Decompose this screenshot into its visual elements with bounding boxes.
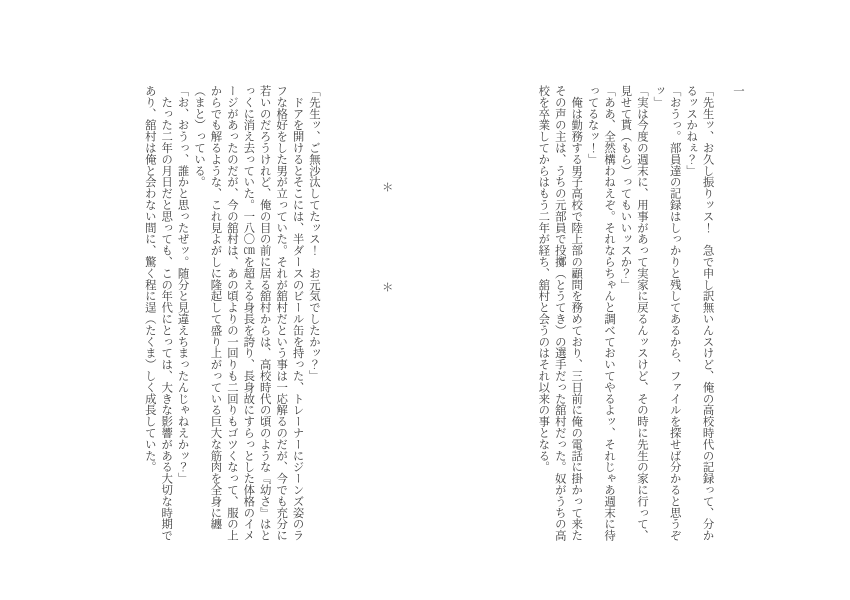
scene-break-asterisk: ＊ <box>382 180 394 194</box>
paragraph-narration: 俺は勤務する男子高校で陸上部の顧問を務めており、三日前に俺の電話に掛かって来たその声の主は、うちの元部員で投擲（とうてき）の選手だった舘村だった。奴がうちの高校を卒業してからはもう二年が経ち、舘村と会うのはそれ以来の事となる。 <box>537 85 585 541</box>
paragraph-dialogue: 「先生ッ、ご無沙汰してたッス！ お元気でしたかッ？」 <box>308 85 322 382</box>
paragraph-dialogue: 「先生ッ、お久し振りッス！ 急で申し訳無いんスけど、俺の高校時代の記録って、分かるッスかねぇ？」 <box>685 85 716 541</box>
left-page-text <box>142 85 323 543</box>
paragraph-narration: たった二年の月日だと思っても、この年代にとっては、大きな影響がある大切な時期であり、舘村は俺と会わない間に、驚く程に逞（たくま）しく成長していた。 <box>143 85 175 541</box>
paragraph-dialogue: 「お、おうっ、誰かと思ったぜッ。随分と見違えちまったんじゃねえかッ？」 <box>176 85 191 484</box>
chapter-number: 一 <box>732 85 746 97</box>
paragraph-dialogue: 「おうっ。部員達の記録はしっかりと残してあるから、ファイルを探せば分かると思うぞッ」 <box>652 85 683 541</box>
paragraph-dialogue: 「実は今度の週末に、用事があって実家に戻るんッスけど、その時に先生の家に行って、見せて貰（もら）ってもいいッスか？」 <box>619 85 650 541</box>
paragraph-narration: ドアを開けるとそこには、半ダースのビール缶を持った、トレーナーにジーンズ姿のラフな格好をした男が立っていた。それが舘村だという事は一応解るのだが、今でも充分に若いのだろうけれど、俺の目の前に居る舘村からは、高校時代の頃のような『幼さ』はとっくに消え去っていた。一八〇㎝を超える身長を誇り、長身故にすらっとした体格のイメージがあったのだが、今の舘村は、あの頃よりの一回りも二回りもゴツくなって、服の上からでも解るような、これ見よがしに隆起して盛り上がっている巨大な筋肉を全身に纏（まと）っている。 <box>193 85 306 541</box>
right-page-text <box>536 85 747 543</box>
scene-break-asterisk: ＊ <box>382 280 394 294</box>
paragraph-dialogue: 「ああ、全然構わねえぞ。それならちゃんと調べておいてやるよッ、それじゃあ週末に待ってるなッ！」 <box>586 85 618 541</box>
